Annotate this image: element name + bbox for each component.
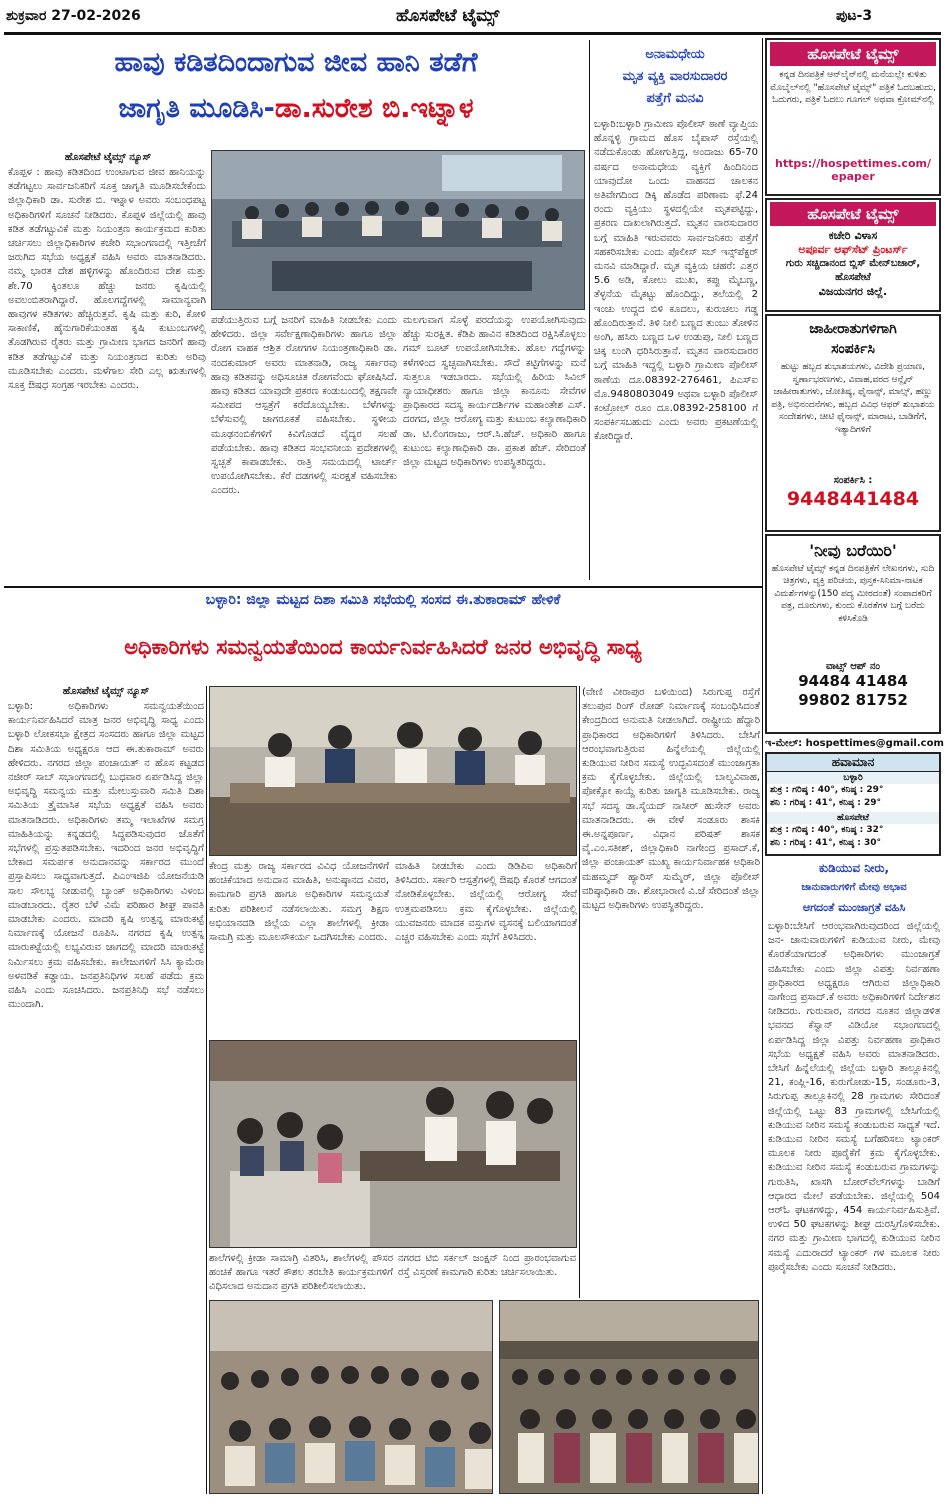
sidebar-writers-box (765, 534, 941, 734)
sidebar-email[interactable]: hospettimes@gmail.com (805, 738, 944, 749)
weather-values: : ಗರಿಷ್ಠ : 40°, ಕನಿಷ್ಠ : 29° (785, 785, 884, 795)
weather-row-2-2 (767, 837, 939, 850)
sidebar-office-label: ಕಚೇರಿ ವಿಳಾಸ (828, 229, 878, 242)
sidebar-office-district: ವಿಜಯನಗರ ಜಿಲ್ಲೆ. (818, 285, 888, 298)
story1-col2: ಪಡೆಯುತ್ತಿರುವ ಬಗ್ಗೆ ಜನರಿಗೆ ಮಾಹಿತಿ ನೀಡಬೇಕು ಎಂದು ಹೇಳಿದರು. ಜಿಲ್ಲಾ ಸರ್ವೇಕ್ಷಣಾಧಿಕಾರಿಗಳು ಹಾಗೂ ಜಿಲ್ಲಾ ರೋಗ ವಾಹಕ ಆಶ್ರಿತ ರೋಗಗಳ ನಿಯಂತ್ರಣಾಧಿಕಾರಿ ಡಾ. ನಂದಕುಮಾರ್ ಅವರು ಮಾತನಾಡಿ, ರಾಜ್ಯ ಸರ್ಕಾರವು ಹಾವು ಕಡಿತವನ್ನು ಅಧಿಸೂಚಿತ ರೋಗವೆಂದು ಘೋಷಿಸಿದೆ. ಹಾವು ಕಡಿತದ ಯಾವುದೇ ಪ್ರಕರಣ ಕಂಡುಬಂದಲ್ಲಿ ತಕ್ಷಣವೇ ಸಮೀಪದ ಆಸ್ಪತ್ರೆಗೆ ಕರೆದೊಯ್ಯಬೇಕು. ಬೆಳೆಗಳನ್ನು ಬೆಳೆಸುವಲ್ಲಿ ಜಾಗರೂಕತೆ ವಹಿಸಬೇಕು. ಸ್ಥಳೀಯ ಮೂಢನಂಬಿಕೆಗಳಿಗೆ ಕಿವಿಗೊಡದೆ ವೈದ್ಯರ ಸಲಹೆ ಪಡೆಯಬೇಕು. ಹಾವು ಕಡಿತದ ಸಂಭವನೀಯ ಪ್ರದೇಶಗಳಲ್ಲಿ ಸ್ವಚ್ಛತೆ ಕಾಪಾಡಬೇಕು. ರಾತ್ರಿ ಸಮಯದಲ್ಲಿ ಟಾರ್ಚ್ ಉಪಯೋಗಿಸಬೇಕು. ಕೆರೆ ದಡಗಳಲ್ಲಿ ಸುರಕ್ಷತೆ ವಹಿಸಬೇಕು ಎಂದರು. (211, 315, 397, 497)
story2-col-divider-1 (206, 686, 207, 1494)
sidebar-ads-title1: ಜಾಹೀರಾತುಗಳಿಗಾಗಿ (809, 321, 897, 337)
story1-headline-line2-red: ಡಾ.ಸುರೇಶ ಬಿ.ಇಟ್ನಾಳ (274, 93, 474, 124)
story1-headline (6, 40, 586, 132)
weather-row-1-1 (767, 784, 939, 797)
weather-city-1: ಬಳ್ಳಾರಿ (767, 772, 939, 784)
story1-col3: ಮಲಗುವಾಗ ಸೊಳ್ಳೆ ಪರದೆಯನ್ನು ಉಪಯೋಗಿಸುವುದು ಹೆಚ್ಚು ಸುರಕ್ಷಿತ. ಕೆಡಿಪಿ ಹಾವಿನ ಕಡಿತದಿಂದ ರಕ್ಷಿಸಿಕೊಳ್ಳಲು ಗಮ್ ಬೂಟ್ ಉಪಯೋಗಿಸಬೇಕು. ಹೊಲ ಗದ್ದೆಗಳನ್ನು ಕಳೆಗಳಿಂದ ಸ್ವಚ್ಛವಾಗಿಸಬೇಕು. ಸೌದೆ ಕಟ್ಟಿಗೆಗಳನ್ನು ಮನೆ ಸುತ್ತಲೂ ಇಡಬಾರದು. ಸಭೆಯಲ್ಲಿ ಹಿರಿಯ ಸಿವಿಲ್ ನ್ಯಾಯಾಧೀಶರು ಹಾಗೂ ಜಿಲ್ಲಾ ಕಾನೂನು ಸೇವೆಗಳ ಪ್ರಾಧಿಕಾರದ ಸದಸ್ಯ ಕಾರ್ಯದರ್ಶಿಗಳ ಮಹಾಂತೇಶ ಎಸ್. ದರಗದ, ಜಿಲ್ಲಾ ಆರೋಗ್ಯ ಮತ್ತು ಕುಟುಂಬ ಕಲ್ಯಾಣಾಧಿಕಾರಿ ಡಾ. ಟಿ.ಲಿಂಗರಾಜು, ಆರ್.ಸಿ.ಹೆಚ್. ಅಧಿಕಾರಿ ಹಾಗೂ ಕುಟುಂಬ ಕಲ್ಯಾಣಾಧಿಕಾರಿ ಡಾ. ಪ್ರಕಾಶ ಹೆಚ್. ಸೇರಿದಂತೆ ಜಿಲ್ಲಾ ಮಟ್ಟದ ಅಧಿಕಾರಿಗಳು ಉಪಸ್ಥಿತರಿದ್ದರು. (403, 315, 586, 469)
sidebar-writers-phone2[interactable]: 99802 81752 (798, 691, 908, 709)
notice-title-line1: ಅನಾಮಧೇಯ (645, 47, 705, 62)
sidebar-email-label: ಇ-ಮೇಲ್: (765, 738, 803, 749)
notice-title-line3: ಪತ್ತೆಗೆ ಮನವಿ (646, 91, 704, 106)
story1-headline-line1: ಹಾವು ಕಡಿತದಿಂದಾಗುವ ಜೀವ ಹಾನಿ ತಡೆಗೆ (114, 47, 478, 78)
story2-col1: ಬಳ್ಳಾರಿ: ಅಧಿಕಾರಿಗಳು ಸಮನ್ವಯತೆಯಿಂದ ಕಾರ್ಯನಿರ್ವಹಿಸಿದರೆ ಮಾತ್ರ ಜನರ ಅಭಿವೃದ್ಧಿ ಸಾಧ್ಯ ಎಂದು ಬಳ್ಳಾರಿ ಲೋಕಸಭಾ ಕ್ಷೇತ್ರದ ಸಂಸದರು ಹಾಗೂ ಜಿಲ್ಲಾ ಮಟ್ಟದ ದಿಶಾ ಸಮಿತಿಯ ಅಧ್ಯಕ್ಷರೂ ಆದ ಈ.ತುಕಾರಾಮ್ ಅವರು ಹೇಳಿದರು. ನಗರದ ಜಿಲ್ಲಾ ಪಂಚಾಯತ್ ನ ಹೊಸ ಕಟ್ಟಡದ ನಜೀರ್ ಸಾಬ್ ಸಭಾಂಗಣದಲ್ಲಿ ಬುಧವಾರ ಏರ್ಪಡಿಸಿದ್ದ ಜಿಲ್ಲಾ ಅಭಿವೃದ್ಧಿ ಸಮನ್ವಯ ಮತ್ತು ಮೇಲುಸ್ತುವಾರಿ ಸಮಿತಿ ದಿಶಾ ಸಮಿತಿಯ ತ್ರೈಮಾಸಿಕ ಸಭೆಯ ಅಧ್ಯಕ್ಷತೆ ವಹಿಸಿ ಅವರು ಮಾತನಾಡಿದರು. ಅಧಿಕಾರಿಗಳು ತಮ್ಮ ಇಲಾಖೆಗಳ ಸಮಗ್ರ ಮಾಹಿತಿಯನ್ನು ಕನ್ನಡದಲ್ಲಿ ಸಿದ್ಧಪಡಿಸುವುದರ ಜೊತೆಗೆ ಸಭೆಗಳಲ್ಲಿ ಪ್ರಸ್ತುತಪಡಿಸಬೇಕು. ಇದರಿಂದ ಜನರ ಅಭಿವೃದ್ಧಿಗೆ ಬೇಕಾದ ಸಮರ್ಪಕ ಅನುದಾನವನ್ನು ಸರ್ಕಾರದ ಮುಂದೆ ಪ್ರಸ್ತಾಪಿಸಲು ಸಾಧ್ಯವಾಗುತ್ತದೆ. ಪಿಎಂಇಜಿಪಿ ಯೋಜನೆಯಡಿ ಸಾಲ ಸೌಲಭ್ಯ ನೀಡುವಲ್ಲಿ ಬ್ಯಾಂಕ್ ಅಧಿಕಾರಿಗಳು ವಿಳಂಬ ಮಾಡಬಾರದು. ರೈತರ ಬೆಳೆ ವಿಮೆ ಪರಿಹಾರ ಶೀಘ್ರ ಪಾವತಿ ಮಾಡಬೇಕು ಎಂದರು. ಮಾದರಿ ಕೃಷಿ ಉತ್ಪನ್ನ ಮಾರುಕಟ್ಟೆ ನಿರ್ಮಾಣಕ್ಕೆ ಯೋಜನೆ ರೂಪಿಸಿ. ನಗರದ ಕೃಷಿ ಉತ್ಪನ್ನ ಮಾರುಕಟ್ಟೆಯಲ್ಲಿ ಲಭ್ಯವಿರುವ ಜಾಗದಲ್ಲಿ ಮಾದರಿ ಮಾರುಕಟ್ಟೆ ನಿರ್ಮಿಸಲು ಕ್ರಮ ವಹಿಸಬೇಕು. ಕಾಲೇಜುಗಳಿಗೆ ಸಿಸಿ ಕ್ಯಾಮೆರಾ ಅಳವಡಿಕೆ ಕಡ್ಡಾಯ. ಜನಪ್ರತಿನಿಧಿಗಳ ಸಲಹೆ ಪಡೆದು ಕ್ರಮ ವಹಿಸಿ ಎಂದು ಸೂಚಿಸಿದರು. ಜನಪ್ರತಿನಿಧಿ ಸಭೆ ನಡೆಸಲು ಮುಂದಾಗಿ. (8, 701, 204, 1011)
story2-caption-bottom-left: ಶಾಲೆಗಳಲ್ಲಿ ಕ್ರೀಡಾ ಸಾಮಾಗ್ರಿ ವಿತರಿಸಿ, ಶಾಲೆಗಳಲ್ಲಿ ಪೌಸರ ಹಂಚಿಕೆ ಹಾಗೂ ಇತರೆ ಕೌಶಲ ತರಬೇತಿ ಕಾರ್ಯಕ್ರಮಗಳಿಗೆ ವಿಧಿಸಲಾದ ಅನುದಾನ ಪ್ರಗತಿ ಪರಿಶೀಲಿಸಲಾಯಿತು. (209, 1253, 393, 1293)
sidebar-epaper-url-1[interactable]: https://hospettimes.com/ (775, 157, 931, 170)
weather-title: ಹವಾಮಾನ (767, 754, 939, 772)
sidebar-office-printer: ಅಪೂರ್ವ ಆಫ್‌ಸೆಟ್ ಪ್ರಿಂಟರ್ಸ್ (798, 243, 908, 256)
story1-photo-meeting-hall (211, 150, 585, 310)
sidebar-ads-phone[interactable]: 9448441484 (786, 488, 920, 510)
weather-values: : ಗರಿಷ್ಠ : 40°, ಕನಿಷ್ಠ : 32° (785, 825, 884, 835)
sidebar-weather-box (765, 752, 941, 856)
story2-photo-disha-meeting (209, 686, 577, 856)
story1-headline-line2 (6, 86, 586, 132)
sidebar-ads-contact: ಸಂಪರ್ಕಿಸಿ : (833, 475, 873, 486)
sidebar-story-title2: ಜಾನುವಾರುಗಳಿಗೆ ಮೇವು ಅಭಾವ (801, 882, 907, 893)
weather-day: ಶನಿ (770, 838, 780, 848)
weather-city-2: ಹೊಸಪೇಟೆ (767, 812, 939, 824)
masthead-rule (4, 32, 941, 35)
sidebar-writers-whatsapp: ವಾಟ್ಸ್ ಆಪ್ ನಂ (826, 661, 880, 672)
masthead-page-number: ಪುಟ-3 (836, 8, 873, 24)
story1-divider (589, 40, 590, 580)
story2-caption-mid: ಕೇಂದ್ರ ಮತ್ತು ರಾಜ್ಯ ಸರ್ಕಾರದ ವಿವಿಧ ಯೋಜನೆಗಳಿಗೆ ಹಂಚಿಕೆಯಾದ ಅನುದಾನ ಮಾಹಿತಿ, ಅನುಷ್ಠಾನದ ವಿವರ, ಕಾಮಗಾರಿ ಪ್ರಗತಿ ಹಾಗೂ ಅಧಿಕಾರಿಗಳ ಸಮನ್ವಯತೆ ಕುರಿತು ಪರಿಶೀಲನೆ ನಡೆಸಲಾಯಿತು. ಸಮಗ್ರ ಶಿಕ್ಷಣ ಅಭಿಯಾನದಡಿ ಜಿಲ್ಲೆಯ ಎಲ್ಲಾ ಶಾಲೆಗಳಲ್ಲಿ ಕ್ರೀಡಾ ಸಾಮಗ್ರಿ ಮತ್ತು ಮೂಲಸೌಕರ್ಯ ಒದಗಿಸಬೇಕು ಎಂದರು. (209, 861, 389, 944)
story2-col-right: (ವೇಣಿ ವೀರಾಪುರ ಬಳಿಯಿಂದ) ಸಿರುಗುಪ್ಪ ರಸ್ತೆಗೆ ತಲುಪುವ ರಿಂಗ್ ರೋಡ್ ನಿರ್ಮಾಣಕ್ಕೆ ಸಂಬಂಧಿಸಿದಂತೆ ಕೇಂದ್ರದಿಂದ ಅನುಮತಿ ನೀಡಲಾಗಿದೆ. ರಾಷ್ಟ್ರೀಯ ಹೆದ್ದಾರಿ ಪ್ರಾಧಿಕಾರದ ಅಧಿಕಾರಿಗಳಿಗೆ ತಿಳಿಸಿದರು. ಬೇಸಿಗೆ ಆರಂಭವಾಗುತ್ತಿರುವ ಹಿನ್ನೆಲೆಯಲ್ಲಿ ಜಿಲ್ಲೆಯಲ್ಲಿ ಕುಡಿಯುವ ನೀರಿನ ಸಮಸ್ಯೆ ಉದ್ಭವಿಸದಂತೆ ಮುಂಜಾಗ್ರತಾ ಕ್ರಮ ಕೈಗೊಳ್ಳಬೇಕು. ಜಿಲ್ಲೆಯಲ್ಲಿ ಬಾಲ್ಯವಿವಾಹ, ಪೋಕ್ಸೋ ಕಾಯ್ದೆ ಕುರಿತು ಜಾಗೃತಿ ಮೂಡಿಸಬೇಕು. ರಾಜ್ಯ ಸಭೆ ಸದಸ್ಯ ಡಾ.ಸೈಯದ್ ನಾಸೀರ್ ಹುಸೇನ್ ಅವರು ಮಾತನಾಡಿದರು. ಈ ವೇಳೆ ಸಂಡೂರು ಶಾಸಕಿ ಈ.ಅನ್ನಪೂರ್ಣ, ವಿಧಾನ ಪರಿಷತ್ ಶಾಸಕ ವೈ.ಎಂ.ಸತೀಶ್, ಜಿಲ್ಲಾಧಿಕಾರಿ ನಾಗೇಂದ್ರ ಪ್ರಸಾದ್.ಕೆ, ಜಿಲ್ಲಾ ಪಂಚಾಯತ್ ಮುಖ್ಯ ಕಾರ್ಯನಿರ್ವಾಹಕ ಅಧಿಕಾರಿ ಮಹಮ್ಮದ್ ಹ್ಯಾರಿಸ್ ಸುಮೈರ್, ಜಿಲ್ಲಾ ಪೊಲೀಸ್ ವರಿಷ್ಠಾಧಿಕಾರಿ ಡಾ. ಶೋಭಾರಾಣಿ ವಿ.ಜೆ ಸೇರಿದಂತೆ ಜಿಲ್ಲಾ ಮಟ್ಟದ ಅಧಿಕಾರಿಗಳು ಉಪಸ್ಥಿತರಿದ್ದರು. (582, 687, 760, 912)
sidebar-brand-box-1 (765, 38, 941, 196)
story2-caption-mid2: ಮಾಹಿತಿ ನೀಡಬೇಕು ಎಂದು ಡಿಡಿಪಿಐ ಅಧಿಕಾರಿಗೆ ತಿಳಿಸಿದರು. ಸರ್ಕಾರಿ ಆಸ್ಪತ್ರೆಗಳಲ್ಲಿ ಔಷಧಿ ಕೊರತೆ ಆಗದಂತೆ ನೋಡಿಕೊಳ್ಳಬೇಕು. ಜಿಲ್ಲೆಯಲ್ಲಿ ಆರೋಗ್ಯ ಸೇವೆ ಉತ್ತಮಪಡಿಸಲು ಕ್ರಮ ಕೈಗೊಳ್ಳಬೇಕು. ಜಿಲ್ಲೆಯಲ್ಲಿ ಯುವಜನರು ಮಾದಕ ವಸ್ತುಗಳ ವ್ಯಸನಕ್ಕೆ ಬಲಿಯಾಗದಂತೆ ಎಚ್ಚರ ವಹಿಸಬೇಕು ಎಂದು ಸಭೆಗೆ ತಿಳಿಸಿದರು. (395, 861, 577, 944)
disha-meeting-photo-art (210, 687, 577, 856)
sidebar-story-title1: ಕುಡಿಯುವ ನೀರು, (818, 861, 890, 875)
sidebar-writers-text: ಹೊಸಪೇಟೆ ಟೈಮ್ಸ್ ಕನ್ನಡ ದಿನಪತ್ರಿಕೆಗೆ ಲೇಖನಗಳು, ಸುದಿ ಚಿತ್ರಗಳು, ವ್ಯಕ್ತಿ ಪರಿಚಯ, ಪುಸ್ತಕ-ಸಿನಿಮಾ-ನಾಟಕ ವಿಮರ್ಶೆಗಳನ್ನು(150 ಪದ್ಯ ಮೀರದಂತೆ) ಸಂಪಾದಕರಿಗೆ ಪತ್ರ, ದೂರುಗಳು, ಕುಂದು ಕೊರತೆಗಳ ಬಗ್ಗೆ ಬರೆದು ಕಳಿಸಿಕೊಡಿ (771, 564, 935, 624)
story2-headline: ಅಧಿಕಾರಿಗಳು ಸಮನ್ವಯತೆಯಿಂದ ಕಾರ್ಯನಿರ್ವಹಿಸಿದರೆ ಜನರ ಅಭಿವೃದ್ಧಿ ಸಾಧ್ಯ (124, 635, 642, 659)
presentation-photo-art (210, 1041, 577, 1248)
story2-top-rule (4, 586, 762, 588)
masthead-paper-name: ಹೊಸಪೇಟೆ ಟೈಮ್ಸ್ (396, 6, 500, 26)
story2-col-divider-2 (579, 686, 580, 1298)
sidebar-story-title3: ಆಗದಂತೆ ಮುಂಜಾಗ್ರತೆ ವಹಿಸಿ (802, 901, 906, 914)
sidebar-brand-name-1: ಹೊಸಪೇಟೆ ಟೈಮ್ಸ್ (770, 42, 936, 66)
weather-day: ಶುಕ್ರ (770, 825, 783, 835)
sidebar-brand-box-2 (765, 198, 941, 312)
weather-row-2-1 (767, 824, 939, 837)
sidebar-ads-box (765, 314, 941, 532)
weather-day: ಶನಿ (770, 798, 780, 808)
notice-title (592, 44, 758, 110)
sidebar-brand-text-1: ಕನ್ನಡ ದಿನಪತ್ರಿಕೆ ಆನ್‌ಲೈನ್‌ನಲ್ಲಿ ಮನೆಯಲ್ಲೇ ಕುಳಿತು ಮೊಬೈಲ್‌ನಲ್ಲಿ "ಹೊಸಪೇಟೆ ಟೈಮ್ಸ್" ಪತ್ರಿಕೆ ಓದಬಹುದು, ಓದುಗರು, ಪತ್ರಿಕೆ ಓದಲು ಗೂಗಲ್ ಅಥವಾ ಕ್ರೋಮ್‌ನಲ್ಲಿ (770, 70, 936, 105)
story1-byline: ಹೊಸಪೇಟೆ ಟೈಮ್ಸ್ ನ್ಯೂಸ್ (64, 152, 152, 163)
story1-col1: ಕೊಪ್ಪಳ : ಹಾವು ಕಡಿತದಿಂದ ಉಂಟಾಗುವ ಜೀವ ಹಾನಿಯನ್ನು ತಡೆಗಟ್ಟಲು ಸಾರ್ವಜನಿಕರಿಗೆ ಸೂಕ್ತ ಜಾಗೃತಿ ಮೂಡಿಸಬೇಕೆಂದು ಜಿಲ್ಲಾಧಿಕಾರಿ ಡಾ. ಸುರೇಶ ಬಿ. ಇಟ್ನಾಳ ಅವರು ಸಂಬಂಧಪಟ್ಟ ಅಧಿಕಾರಿಗಳಿಗೆ ಸೂಚನೆ ನೀಡಿದರು. ಕೊಪ್ಪಳ ಜಿಲ್ಲೆಯಲ್ಲಿ ಹಾವು ಕಡಿತ ತಡೆಗಟ್ಟುವಿಕೆ ಮತ್ತು ನಿಯಂತ್ರಣ ಕಾರ್ಯಕ್ರಮದ ಕುರಿತು ಚರ್ಚಿಸಲು ಜಿಲ್ಲಾಧಿಕಾರಿಗಳ ಕಚೇರಿ ಸಭಾಂಗಣದಲ್ಲಿ ಇತ್ತೀಚೆಗೆ ಜರುಗಿದ ಸಭೆಯ ಅಧ್ಯಕ್ಷತೆ ವಹಿಸಿ ಅವರು ಮಾತನಾಡಿದರು. ನಮ್ಮ ಭಾರತ ದೇಶ ಹಳ್ಳಿಗಳನ್ನು ಹೊಂದಿರುವ ದೇಶ ಮತ್ತು ಶೇ.70 ಕ್ಕಿಂತಲೂ ಹೆಚ್ಚು ಜನರು ಕೃಷಿಯಲ್ಲಿ ಅವಲಂಬಿತರಾಗಿದ್ದಾರೆ. ಹೊಲಗದ್ದೆಗಳಲ್ಲಿ ಸಾಮಾನ್ಯವಾಗಿ ಹಾವುಗಳ ಕಡಿತಗಳು ಹೆಚ್ಚಿರುತ್ತವೆ. ಕೃಷಿ ಮತ್ತು ಕುರಿ, ಕೋಳಿ ಸಾಕಾಣಿಕೆ, ಹೈನುಗಾರಿಕೆಯಂತಹ ಕೃಷಿ ಕುಟುಂಬಗಳಲ್ಲಿ ತೊಡಗಿರುವ ರೈತರು ಮತ್ತು ಗ್ರಾಮೀಣ ಭಾಗದ ಜನರಿಗೆ ಹಾವು ಕಡಿತ ತಡೆಗಟ್ಟುವಿಕೆ ಮತ್ತು ನಿಯಂತ್ರಣದ ಕುರಿತು ಅರಿವು ಮೂಡಿಸಬೇಕು ಎಂದರು. ಮಳೆಗಾಲ ಸೇರಿ ಎಲ್ಲ ಋತುಗಳಲ್ಲಿ ಸೂಕ್ತ ಔಷಧ ಸಂಗ್ರಹ ಇರಬೇಕು ಎಂದರು. (8, 167, 206, 392)
sidebar-epaper-url-2[interactable]: epaper (831, 170, 875, 183)
audience-left-photo-art (210, 1301, 493, 1494)
sidebar-email-row (765, 738, 943, 749)
story1-headline-line2-blue: ಜಾಗೃತಿ ಮೂಡಿಸಿ- (118, 93, 275, 124)
story2-photo-audience-right (499, 1300, 759, 1494)
meeting-photo-art (212, 151, 585, 310)
story2-photo-presentation (209, 1040, 577, 1248)
weather-values: : ಗರಿಷ್ಠ : 41°, ಕನಿಷ್ಠ : 30° (783, 838, 882, 848)
story2-kicker: ಬಳ್ಳಾರಿ: ಜಿಲ್ಲಾ ಮಟ್ಟದ ದಿಶಾ ಸಮಿತಿ ಸಭೆಯಲ್ಲಿ ಸಂಸದ ಈ.ತುಕಾರಾಮ್ ಹೇಳಿಕೆ (205, 592, 561, 608)
story2-caption-bottom-right: ನಗರದ ಟಿಬಿ ಸರ್ಕಲ್ ಜಂಕ್ಷನ್ ನಿಂದ ಪ್ರಾರಂಭವಾಗುವ ರಸ್ತೆ ವಿಸ್ತರಣೆ ಕಾಮಗಾರಿ ಕುರಿತು ಚರ್ಚಿಸಲಾಯಿತು. (398, 1253, 576, 1279)
sidebar-office-address: ಗುರು ಸಚ್ಚಿದಾನಂದ ಬ್ಲಿಸ್ ಮೇನ್‌ಬಜಾರ್, ಹೊಸಪೇಟೆ (785, 258, 921, 283)
story2-photo-audience-left (209, 1300, 493, 1494)
sidebar-story-body: ಬಳ್ಳಾರಿ:ಬೇಸಿಗೆ ಆರಂಭವಾಗಿರುವುದರಿಂದ ಜಿಲ್ಲೆಯಲ್ಲಿ ಜನ- ಜಾನುವಾರುಗಳಿಗೆ ಕುಡಿಯುವ ನೀರು, ಮೇವು ಕೊರತೆಯಾಗದಂತೆ ಅಧಿಕಾರಿಗಳು ಮುಂಜಾಗ್ರತೆ ವಹಿಸಬೇಕು ಎಂದು ಜಿಲ್ಲಾ ವಿಪತ್ತು ನಿರ್ವಹಣಾ ಪ್ರಾಧಿಕಾರದ ಅಧ್ಯಕ್ಷರೂ ಆಗಿರುವ ಜಿಲ್ಲಾಧಿಕಾರಿ ನಾಗೇಂದ್ರ ಪ್ರಸಾದ್.ಕೆ ಅವರು ಅಧಿಕಾರಿಗಳಿಗೆ ನಿರ್ದೇಶನ ನೀಡಿದರು. ಗುರುವಾರ, ನಗರದ ನೂತನ ಜಿಲ್ಲಾಡಳಿತ ಭವನದ ಕೆಸ್ವಾನ್ ವಿಡಿಯೋ ಸಭಾಂಗಣದಲ್ಲಿ ಏರ್ಪಡಿಸಿದ್ದ ಜಿಲ್ಲಾ ವಿಪತ್ತು ನಿರ್ವಹಣಾ ಪ್ರಾಧಿಕಾರ ಸಭೆಯ ಅಧ್ಯಕ್ಷತೆ ವಹಿಸಿ ಅವರು ಮಾತನಾಡಿದರು. ಬೇಸಿಗೆ ಹಿನ್ನೆಲೆಯಲ್ಲಿ ಜಿಲ್ಲೆಯ ಬಳ್ಳಾರಿ ತಾಲ್ಲೂಕಿನಲ್ಲಿ 21, ಕಂಪ್ಲಿ-16, ಕುರುಗೋಡು-15, ಸಂಡೂರು-3, ಸಿರುಗುಪ್ಪ ತಾಲ್ಲೂಕಿನಲ್ಲಿ 28 ಗ್ರಾಮಗಳು ಸೇರಿದಂತೆ ಜಿಲ್ಲೆಯಲ್ಲಿ ಒಟ್ಟು 83 ಗ್ರಾಮಗಳಲ್ಲಿ ಬೇಸಿಗೆಯಲ್ಲಿ ಕುಡಿಯುವ ನೀರಿನ ಸಮಸ್ಯೆ ಕಂಡುಬರುವ ಸಾಧ್ಯತೆ ಇದೆ. ಕುಡಿಯುವ ನೀರಿನ ಸಮಸ್ಯೆ ಬಗೆಹರಿಸಲು ಟ್ಯಾಂಕರ್ ಮೂಲಕ ನೀರು ಪೂರೈಕೆಗೆ ಕ್ರಮ ಕೈಗೊಳ್ಳಬೇಕು. ಕುಡಿಯುವ ನೀರಿನ ಸಮಸ್ಯೆ ಕಂಡುಬರುವ ಗ್ರಾಮಗಳನ್ನು ಗುರುತಿಸಿ, ಖಾಸಗಿ ಬೋರ್‌ವೆಲ್‌ಗಳನ್ನು ಬಾಡಿಗೆ ಆಧಾರದ ಮೇಲೆ ಪಡೆಯಬೇಕು. ಜಿಲ್ಲೆಯಲ್ಲಿ 504 ಆರ್‌ಓ ಘಟಕಗಳಿದ್ದು, 454 ಕಾರ್ಯನಿರ್ವಹಿಸುತ್ತಿವೆ. ಉಳಿದ 50 ಘಟಕಗಳನ್ನು ಶೀಘ್ರ ದುರಸ್ತಿಗೊಳಿಸಬೇಕು. ನಗರ ಮತ್ತು ಗ್ರಾಮೀಣ ಭಾಗದಲ್ಲಿ ಕುಡಿಯುವ ನೀರಿನ ಸಮಸ್ಯೆ ಎದುರಾದರೆ ಟ್ಯಾಂಕರ್ ಗಳ ಮೂಲಕ ನೀರು ಪೂರೈಸಬೇಕು ಎಂದು ಸೂಚನೆ ನೀಡಿದರು. (768, 921, 940, 1273)
audience-right-photo-art (500, 1301, 759, 1494)
sidebar-divider (762, 38, 763, 1494)
sidebar-story-title (766, 858, 942, 918)
masthead-date: ಶುಕ್ರವಾರ 27-02-2026 (6, 8, 141, 24)
weather-values: : ಗರಿಷ್ಠ : 41°, ಕನಿಷ್ಠ : 29° (783, 798, 882, 808)
sidebar-writers-phone1[interactable]: 94484 41484 (798, 672, 908, 690)
notice-body: ಬಳ್ಳಾರಿ:ಬಳ್ಳಾರಿ ಗ್ರಾಮೀಣ ಪೊಲೀಸ್ ಠಾಣೆ ವ್ಯಾಪ್ತಿಯ ಹೊನ್ನಳ್ಳಿ ಗ್ರಾಮದ ಹೊಸ ಬೈಪಾಸ್ ರಸ್ತೆಯಲ್ಲಿ ನಡೆದುಕೊಂಡು ಹೋಗುತ್ತಿದ್ದ, ಅಂದಾಜು 65-70 ವರ್ಷದ ಅನಾಮಧೇಯ ವ್ಯಕ್ತಿಗೆ ಹಿಂದಿನಿಂದ ಯಾವುದೋ ಒಂದು ವಾಹನದ ಚಾಲಕನ ಅತಿವೇಗದಿಂದ ಡಿಕ್ಕಿ ಹೊಡೆದ ಪರಿಣಾಮ ಫೆ.24 ರಂದು ವ್ಯಕ್ತಿಯು ಸ್ಥಳದಲ್ಲಿಯೇ ಮೃತಪಟ್ಟಿದ್ದು, ಪ್ರಕರಣ ದಾಖಲಾಗಿರುತ್ತದೆ. ಮೃತನ ವಾರಸುದಾರರ ಬಗ್ಗೆ ಮಾಹಿತಿ ಇರುವವರು ಸಾರ್ವಜನಿಕರು ಪತ್ತೆಗೆ ಸಹಕರಿಸಬೇಕು ಎಂದು ಪೊಲೀಸ್ ಸಬ್ ಇನ್ಸ್‌ಪೆಕ್ಟರ್ ಮನವಿ ಮಾಡಿದ್ದಾರೆ. ಮೃತ ವ್ಯಕ್ತಿಯ ಚಹರೆ: ಎತ್ತರ 5.6 ಅಡಿ, ಕೋಲು ಮುಖ, ಕಪ್ಪು ಮೈಬಣ್ಣ, ತೆಳ್ಳನೆಯ ಮೈಕಟ್ಟು ಹೊಂದಿದ್ದು, ತಲೆಯಲ್ಲಿ 2 ಇಂಚು ಉದ್ದದ ಬಿಳಿ ಕೂದಲು, ಕುರುಚಲು ಗಡ್ಡ ಹೊಂದಿರುತ್ತಾನೆ. ತಿಳಿ ನೀಲಿ ಬಣ್ಣದ ತುಂಬು ತೋಳಿನ ಅಂಗಿ, ಹಸಿರು ಬಣ್ಣದ ಒಳ ಉಡುಪು, ನೀಲಿ ಬಣ್ಣದ ಚಿಕ್ಕ ಲುಂಗಿ ಧರಿಸಿರುತ್ತಾನೆ. ಮೃತನ ವಾರಸುದಾರರ ಬಗ್ಗೆ ಮಾಹಿತಿ ಇದ್ದಲ್ಲಿ ಬಳ್ಳಾರಿ ಗ್ರಾಮೀಣ ಪೊಲೀಸ್ ಠಾಣೆಯ ದೂ.08392-276461, ಪಿಎಸ್‌ಐ ಮೊ.9480803049 ಅಥವಾ ಬಳ್ಳಾರಿ ಪೊಲೀಸ್ ಕಂಟ್ರೋಲ್ ರೂಂ ದೂ.08392-258100 ಗೆ ಸಂಪರ್ಕಿಸಬಹುದು ಎಂದು ಅವರು ಪ್ರಕಟಣೆಯಲ್ಲಿ ಕೋರಿದ್ದಾರೆ. (594, 119, 758, 443)
weather-row-1-2 (767, 797, 939, 810)
sidebar-brand-name-2: ಹೊಸಪೇಟೆ ಟೈಮ್ಸ್ (770, 202, 936, 226)
sidebar-writers-title: 'ನೀವು ಬರೆಯಿರಿ' (809, 541, 897, 560)
story2-byline: ಹೊಸಪೇಟೆ ಟೈಮ್ಸ್ ನ್ಯೂಸ್ (62, 686, 150, 697)
masthead (0, 0, 945, 34)
weather-day: ಶುಕ್ರ (770, 785, 783, 795)
sidebar-ads-title2: ಸಂಪರ್ಕಿಸಿ (831, 341, 875, 357)
notice-title-line2: ಮೃತ ವ್ಯಕ್ತಿ ವಾರಸುದಾರರ (622, 69, 728, 84)
sidebar-ads-text: ಹುಟ್ಟು ಹಬ್ಬದ ಶುಭಾಶಯಗಳು, ವಿದೇಶಿ ಪ್ರಯಾಣ, ಸ್ವರ್ಣಾಭರಣಗಳು, ವಿವಾಹ,ವರದ ಆನ್ಲೈನ್ ಜಾಹೀರಾತುಗಳು, ಜೋತಿಷ್ಯ, ಫೈನಾನ್ಸ್, ಮಾಲ್ಸ್, ಹಣ್ಣು ಪತ್ರಿ, ಅಭಿನಂದನೆಗಳು, ಹಬ್ಬದ ವಿವಿಧ ಆಫರ್ ಶುಭಾಶಯ ಸಂದೇಶಗಳು, ಚೀಟಿ ಫೈನಾನ್ಸ್, ಮಾರಾಟ, ಬಾಡಿಗೆಗೆ, ಇತ್ಯಾದಿಗಳಿಗೆ (771, 362, 935, 435)
